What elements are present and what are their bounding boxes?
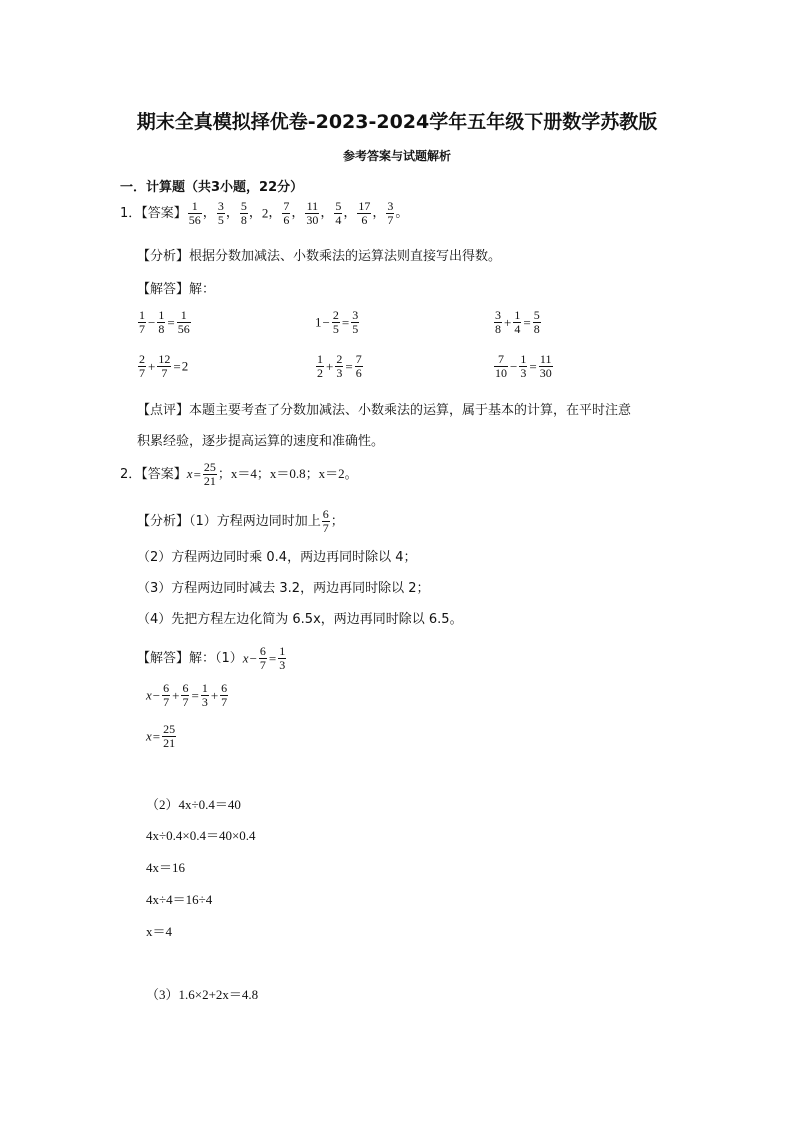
document-subtitle: 参考答案与试题解析 [342, 149, 451, 163]
q2-solution-2-line: （2）4x÷0.4＝40 [146, 797, 241, 812]
fraction: $\frac{3}{7}$ [387, 199, 394, 227]
q1-answer-line [120, 200, 408, 227]
fraction: $\frac{2}{3}$ [336, 352, 343, 380]
q1-answer-tag: 【答案】 [141, 206, 187, 221]
operator: + [210, 687, 219, 703]
q1-comment-line2: 积累经验，逐步提高运算的速度和准确性。 [137, 434, 385, 449]
q1-analysis-tag: 【分析】 [137, 249, 190, 264]
q2-solution-2-line: 4x÷0.4×0.4＝40×0.4 [146, 828, 256, 843]
fraction: $\frac{1}{3}$ [279, 644, 286, 672]
fraction: $\frac{1}{3}$ [201, 681, 208, 709]
q2-analysis-4: （4）先把方程左边化简为 6.5x，两边再同时除以 6.5。 [137, 612, 463, 627]
fraction: $\frac{1}{2}$ [317, 352, 323, 380]
separator: ， [202, 205, 216, 221]
separator: ， [343, 205, 357, 221]
separator: 。 [395, 205, 409, 221]
separator: ， [248, 205, 262, 221]
q2-number: 2． [120, 467, 142, 482]
fraction: $\frac{1}{4}$ [514, 308, 521, 336]
q1-answers [187, 199, 409, 227]
q1-comment-line1: 本题主要考查了分数加减法、小数乘法的运算，属于基本的计算，在平时注意 [189, 403, 632, 418]
operator: − [249, 650, 257, 666]
fraction: $\frac{3}{5}$ [352, 308, 359, 336]
q2-equation [146, 682, 229, 709]
operator: + [504, 314, 512, 330]
separator: ， [268, 205, 282, 221]
fraction: $\frac{1}{56}$ [177, 308, 190, 336]
q2-answer-tag: 【答案】 [141, 467, 187, 482]
q2-solution-2-line: 4x÷4＝16÷4 [146, 892, 213, 907]
fraction: $\frac{7}{10}$ [495, 352, 507, 380]
fraction: $\frac{25}{21}$ [163, 722, 176, 750]
operator: = [167, 314, 175, 330]
fraction: $\frac{1}{56}$ [188, 199, 201, 227]
q1-equation [315, 353, 364, 380]
fraction: $\frac{17}{6}$ [358, 199, 371, 227]
q2-equation [146, 723, 177, 750]
q2-solution-2-line: x＝4 [146, 924, 173, 939]
q2-solution-2-line: 4x＝16 [146, 860, 186, 875]
operator: = [191, 687, 199, 703]
document-title: 期末全真模拟择优卷-2023-2024学年五年级下册数学苏教版 [136, 111, 658, 133]
q2-analysis-tag: 【分析】 [137, 514, 190, 529]
section-heading: 一．计算题（共3小题，22分） [120, 180, 304, 195]
q2-answer-line: 2．【答案】x= $\frac{25}{21}$ ；x＝4；x＝0.8；x＝2。 [120, 460, 358, 488]
operator: = [152, 728, 161, 744]
q2-answer-rest: ；x＝4；x＝0.8；x＝2。 [217, 466, 358, 481]
q2-equation [242, 644, 287, 672]
q1-solution-lead: 解： [189, 282, 216, 297]
operator: − [510, 358, 518, 374]
q2-answer-fraction: $\frac{25}{21}$ [203, 460, 216, 488]
variable: x [242, 650, 249, 666]
q2-solution-3-line: （3）1.6×2+2x＝4.8 [146, 987, 259, 1002]
fraction: $\frac{2}{5}$ [332, 308, 339, 336]
fraction: $\frac{11}{30}$ [539, 352, 552, 380]
operator: + [148, 358, 156, 374]
operator: − [322, 314, 330, 330]
fraction: $\frac{7}{6}$ [283, 199, 290, 227]
q1-number: 1． [120, 206, 142, 221]
separator: ， [372, 205, 386, 221]
q2-solution-tag: 【解答】 [137, 651, 190, 666]
q1-solution-tag: 【解答】 [137, 282, 190, 297]
fraction: $\frac{6}{7}$ [163, 681, 170, 709]
separator: ， [291, 205, 305, 221]
fraction: $\frac{1}{7}$ [139, 308, 145, 336]
number: 2 [181, 358, 189, 374]
fraction: $\frac{3}{8}$ [495, 308, 501, 336]
fraction: $\frac{7}{6}$ [355, 352, 362, 380]
operator: + [326, 358, 334, 374]
q2-analysis-fraction: $\frac{6}{7}$ [322, 507, 329, 535]
operator: + [172, 687, 180, 703]
operator: − [152, 687, 161, 703]
q1-equation [493, 353, 554, 380]
operator: = [341, 314, 350, 330]
q1-equation [137, 309, 192, 336]
q2-analysis-2: （2）方程两边同时乘 0.4，两边再同时除以 4； [137, 550, 417, 565]
q2-solution-1: 【解答】解：（1）x− $\frac{6}{7}$ = $\frac{1}{3}$ [137, 644, 286, 672]
q2-analysis-3: （3）方程两边同时减去 3.2，两边再同时除以 2； [137, 581, 430, 596]
fraction: $\frac{12}{7}$ [158, 352, 171, 380]
separator: ， [225, 205, 239, 221]
fraction: $\frac{11}{30}$ [306, 199, 319, 227]
q1-comment-tag: 【点评】 [137, 403, 190, 418]
fraction: $\frac{6}{7}$ [182, 681, 189, 709]
fraction: $\frac{3}{5}$ [217, 199, 224, 227]
q1-equation [493, 309, 542, 336]
variable: x [146, 728, 152, 744]
operator: = [529, 358, 537, 374]
fraction: $\frac{5}{4}$ [335, 199, 342, 227]
operator: = [173, 358, 181, 374]
operator: = [523, 314, 531, 330]
fraction: $\frac{5}{8}$ [533, 308, 540, 336]
number: 2 [261, 205, 269, 221]
q1-comment [137, 401, 631, 421]
q1-solution [137, 280, 215, 300]
fraction: $\frac{6}{7}$ [259, 644, 266, 672]
q1-analysis [137, 247, 501, 267]
number: 1 [315, 314, 322, 330]
q1-equation [137, 353, 188, 380]
fraction: $\frac{5}{8}$ [240, 199, 247, 227]
operator: = [268, 650, 277, 666]
variable: x [146, 687, 152, 703]
fraction: $\frac{1}{3}$ [520, 352, 527, 380]
fraction: $\frac{2}{7}$ [139, 352, 145, 380]
fraction: $\frac{1}{8}$ [158, 308, 165, 336]
operator: − [148, 314, 156, 330]
q1-equation [315, 309, 360, 336]
separator: ， [320, 205, 334, 221]
q1-analysis-text: 根据分数加减法、小数乘法的运算法则直接写出得数。 [189, 249, 502, 264]
operator: = [345, 358, 353, 374]
q2-analysis-1: 【分析】（1）方程两边同时加上 $\frac{6}{7}$ ； [137, 507, 344, 535]
fraction: $\frac{6}{7}$ [221, 681, 228, 709]
